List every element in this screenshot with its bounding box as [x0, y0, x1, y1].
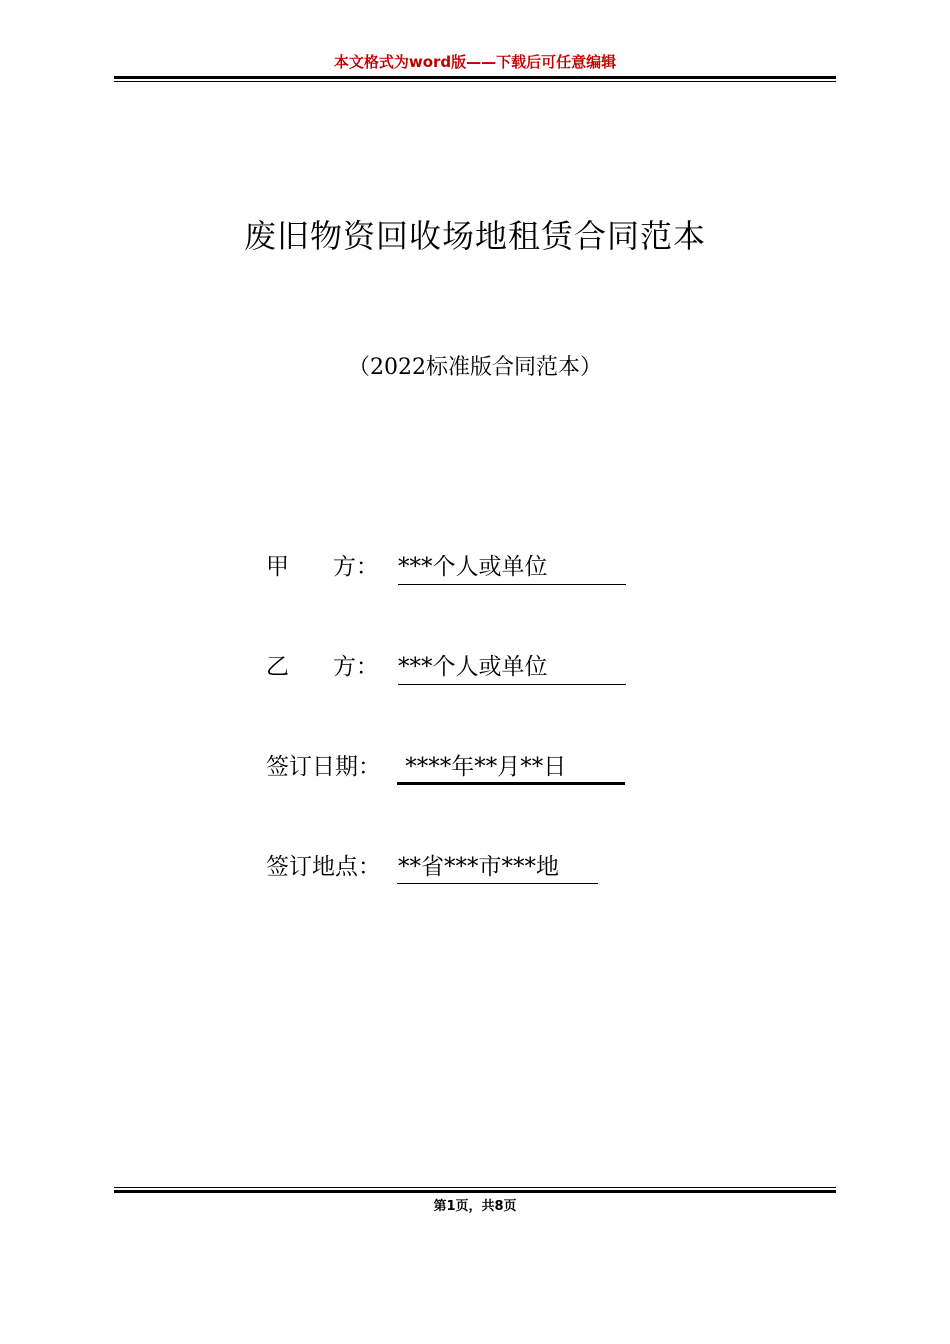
- party-a-value: ***个人或单位: [398, 554, 548, 580]
- party-b-underline: [398, 684, 626, 685]
- header-rule-thick: [114, 76, 836, 79]
- document-subtitle: （2022标准版合同范本）: [348, 355, 602, 380]
- footer-rule-thick: [114, 1190, 836, 1193]
- document-title: 废旧物资回收场地租赁合同范本: [243, 217, 706, 255]
- sign-place-label: 签订地点：: [266, 854, 381, 880]
- page-number: 第1页，共8页: [433, 1199, 517, 1214]
- party-b-label: 乙 方：: [266, 654, 379, 680]
- footer-rule-thin: [114, 1187, 836, 1188]
- header-rule-thin: [114, 81, 836, 82]
- sign-place-value: **省***市***地: [398, 854, 559, 880]
- sign-date-label: 签订日期：: [266, 754, 381, 780]
- party-a-underline: [398, 584, 626, 585]
- sign-place-underline: [397, 883, 598, 884]
- sign-date-underline: [397, 782, 625, 785]
- sign-date-value: ****年**月**日: [398, 754, 567, 780]
- party-b-value: ***个人或单位: [398, 654, 548, 680]
- header-note: 本文格式为word版——下载后可任意编辑: [333, 53, 617, 71]
- party-a-label: 甲 方：: [266, 554, 379, 580]
